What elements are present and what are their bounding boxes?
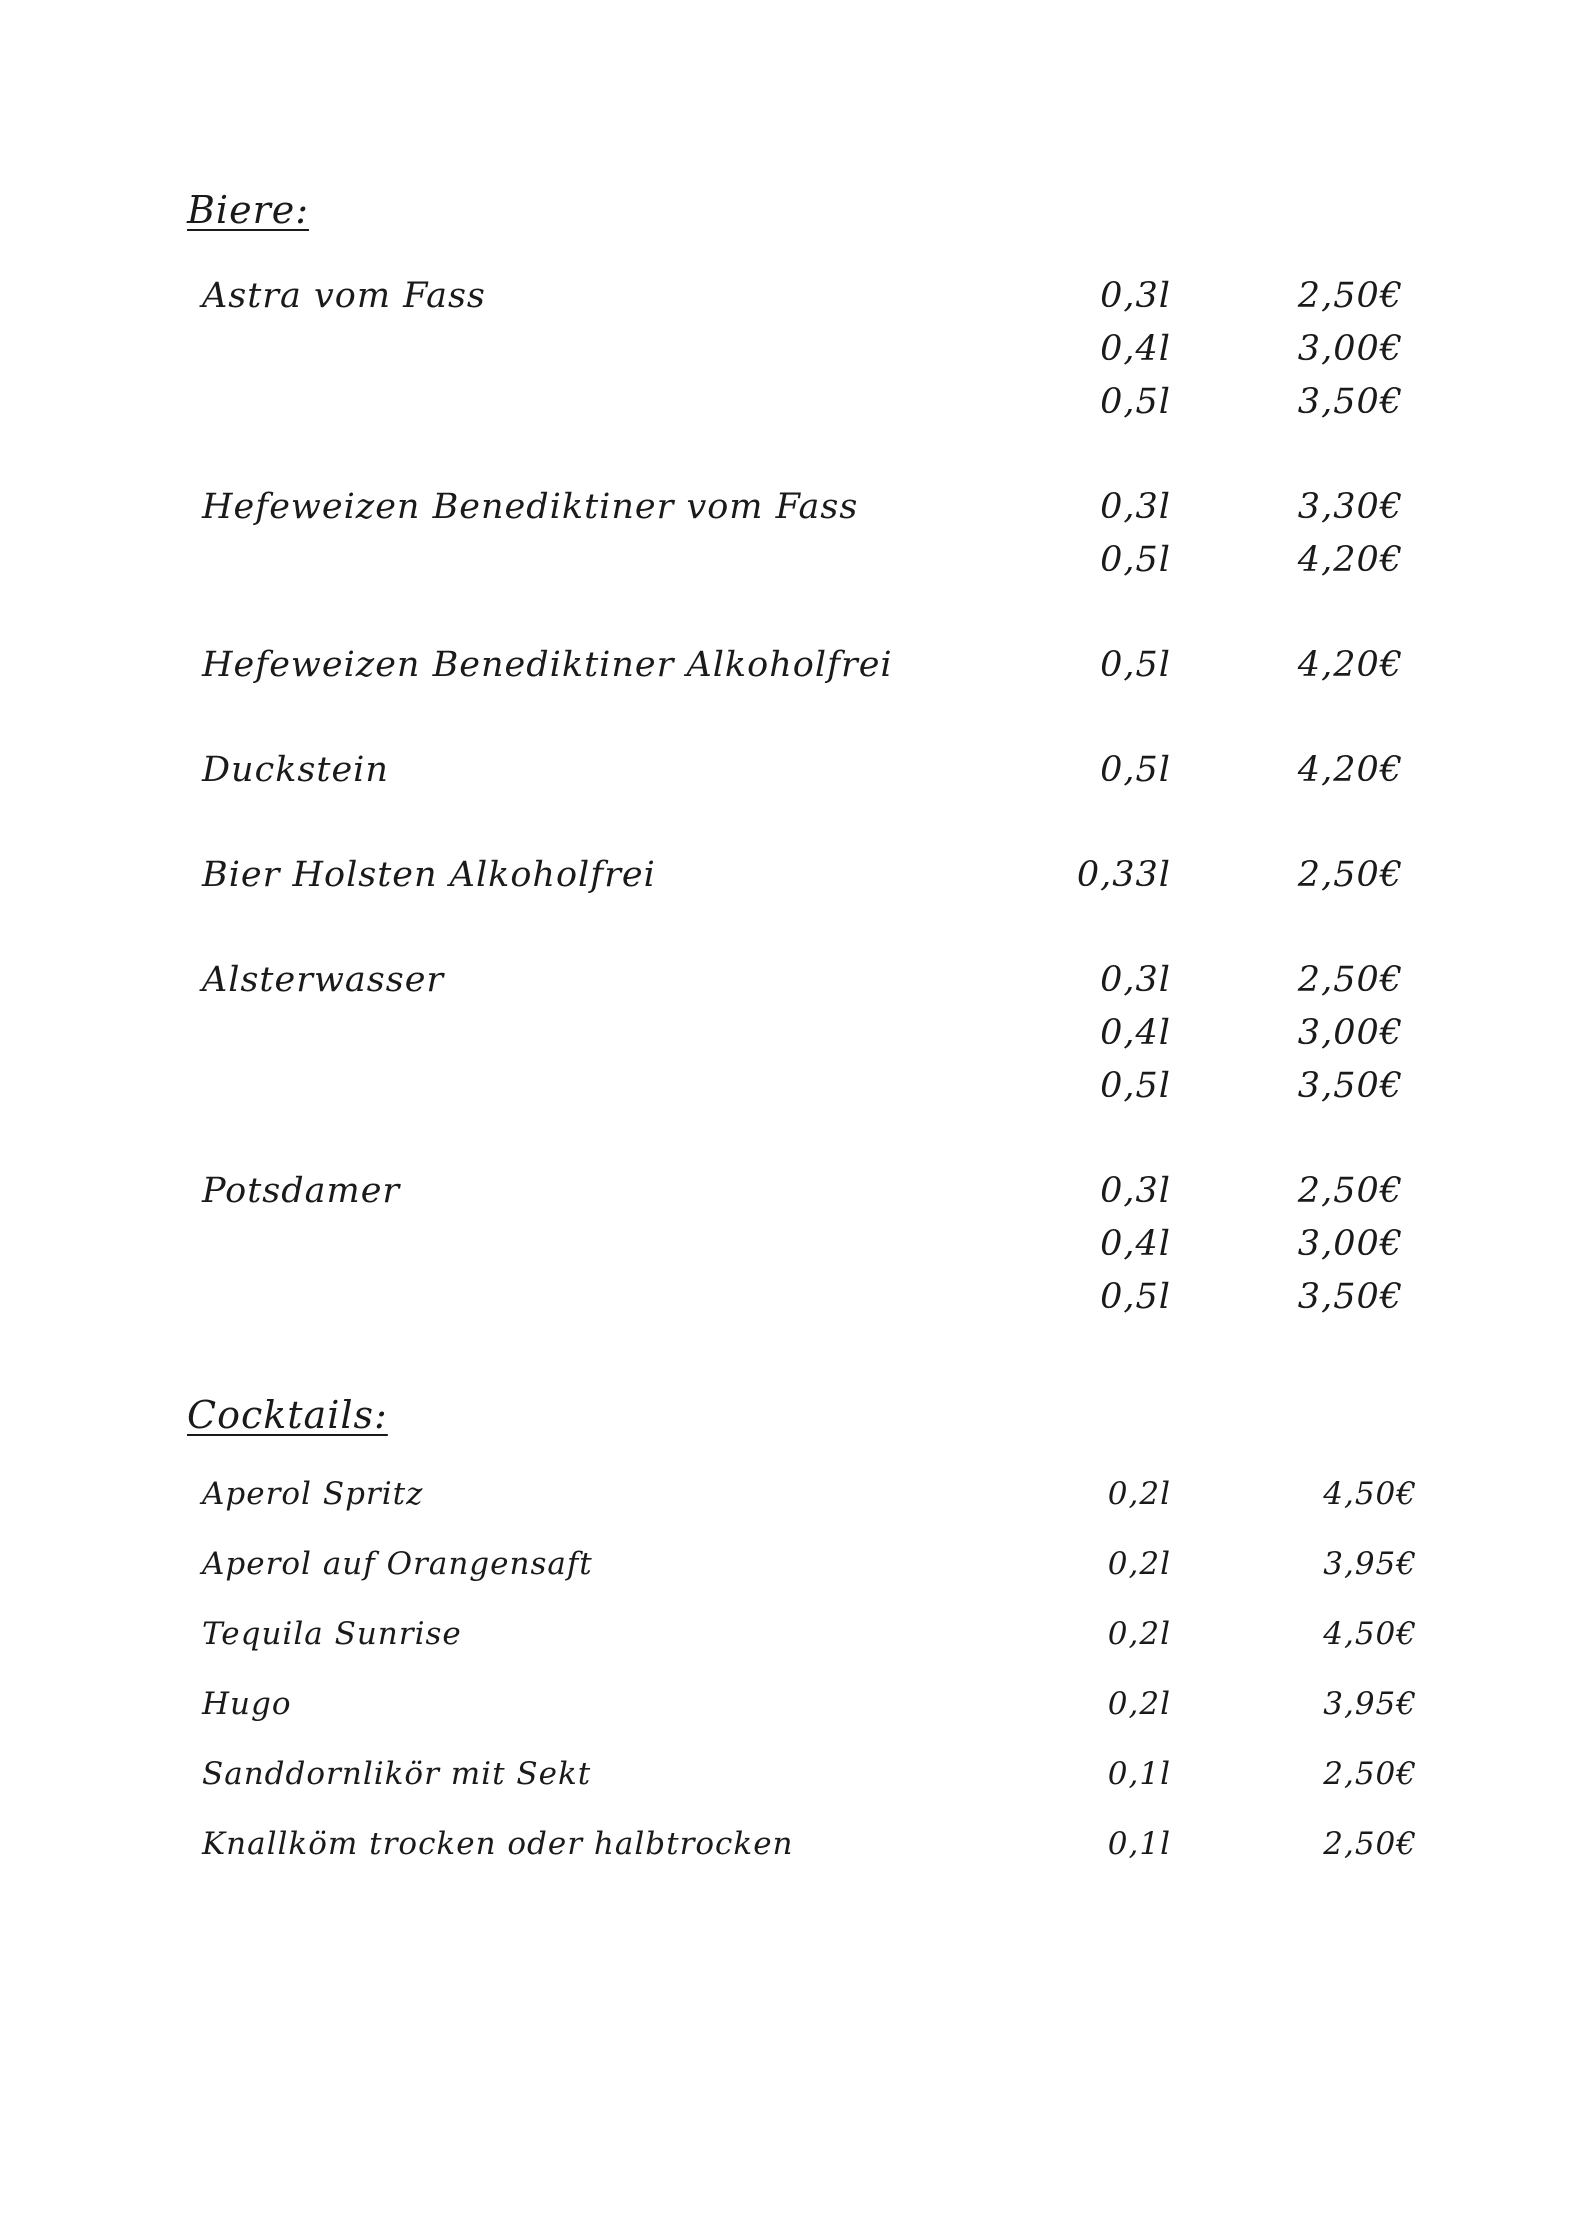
item-volume: 0,33l — [1076, 855, 1171, 895]
item-volume: 0,5l — [1100, 540, 1171, 580]
item-price: 3,50€ — [1297, 382, 1403, 422]
item-price: 4,20€ — [1297, 540, 1403, 580]
item-volume: 0,3l — [1100, 960, 1171, 1000]
item-price: 4,50€ — [1323, 1616, 1417, 1652]
item-volume: 0,5l — [1100, 645, 1171, 685]
item-price: 2,50€ — [1297, 276, 1403, 316]
item-price: 4,20€ — [1297, 750, 1403, 790]
item-volume: 0,4l — [1100, 329, 1171, 369]
item-name: Astra vom Fass — [202, 276, 486, 316]
item-volume: 0,4l — [1100, 1224, 1171, 1264]
item-price: 3,30€ — [1297, 487, 1403, 527]
item-volume: 0,2l — [1107, 1686, 1171, 1722]
item-price: 4,20€ — [1297, 645, 1403, 685]
item-name: Hefeweizen Benediktiner Alkoholfrei — [202, 645, 893, 685]
item-price: 3,95€ — [1323, 1686, 1417, 1722]
item-price: 2,50€ — [1323, 1826, 1417, 1862]
item-volume: 0,1l — [1107, 1756, 1171, 1792]
cocktails-heading: Cocktails: — [187, 1393, 388, 1437]
item-price: 3,00€ — [1297, 1013, 1403, 1053]
item-name: Potsdamer — [202, 1171, 401, 1211]
item-name: Hefeweizen Benediktiner vom Fass — [202, 487, 859, 527]
item-price: 4,50€ — [1323, 1476, 1417, 1512]
item-price: 3,50€ — [1297, 1277, 1403, 1317]
beer-heading: Biere: — [187, 188, 310, 232]
item-price: 2,50€ — [1297, 1171, 1403, 1211]
item-volume: 0,5l — [1100, 1277, 1171, 1317]
item-name: Hugo — [202, 1686, 292, 1722]
item-price: 2,50€ — [1323, 1756, 1417, 1792]
item-volume: 0,5l — [1100, 1066, 1171, 1106]
item-name: Tequila Sunrise — [202, 1616, 462, 1652]
item-volume: 0,2l — [1107, 1616, 1171, 1652]
item-volume: 0,1l — [1107, 1826, 1171, 1862]
item-name: Bier Holsten Alkoholfrei — [202, 855, 656, 895]
item-name: Duckstein — [202, 750, 389, 790]
item-price: 2,50€ — [1297, 855, 1403, 895]
item-volume: 0,3l — [1100, 1171, 1171, 1211]
item-name: Aperol Spritz — [202, 1476, 424, 1512]
item-volume: 0,3l — [1100, 487, 1171, 527]
item-name: Alsterwasser — [202, 960, 445, 1000]
item-volume: 0,2l — [1107, 1476, 1171, 1512]
item-price: 3,95€ — [1323, 1546, 1417, 1582]
item-price: 3,50€ — [1297, 1066, 1403, 1106]
item-volume: 0,4l — [1100, 1013, 1171, 1053]
item-name: Knallköm trocken oder halbtrocken — [202, 1826, 794, 1862]
item-name: Aperol auf Orangensaft — [202, 1546, 593, 1582]
item-price: 3,00€ — [1297, 1224, 1403, 1264]
item-price: 2,50€ — [1297, 960, 1403, 1000]
item-name: Sanddornlikör mit Sekt — [202, 1756, 592, 1792]
item-price: 3,00€ — [1297, 329, 1403, 369]
item-volume: 0,5l — [1100, 382, 1171, 422]
item-volume: 0,3l — [1100, 276, 1171, 316]
item-volume: 0,2l — [1107, 1546, 1171, 1582]
item-volume: 0,5l — [1100, 750, 1171, 790]
